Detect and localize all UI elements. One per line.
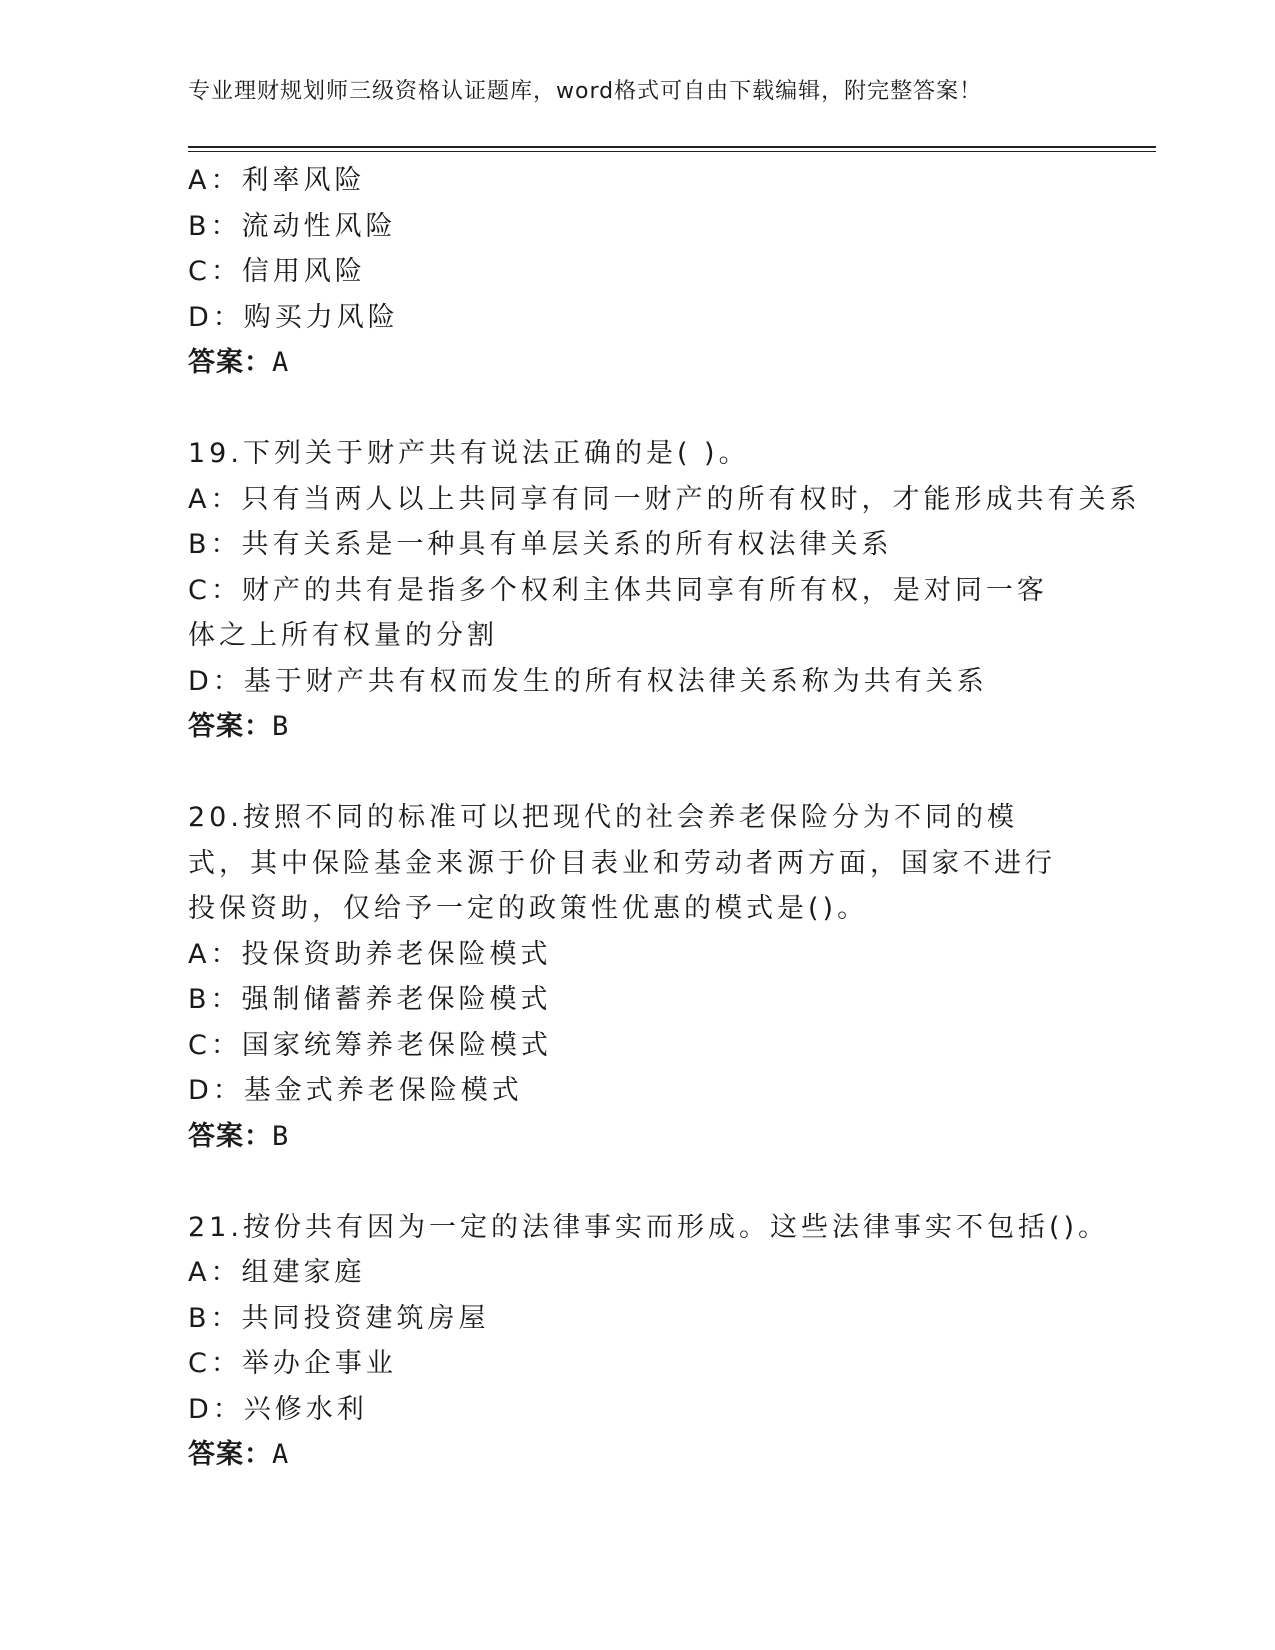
option-a: A：投保资助养老保险模式: [188, 938, 552, 970]
question-block-18: [188, 158, 1088, 386]
option-a: A：组建家庭: [188, 1257, 366, 1288]
answer-line: [188, 340, 1088, 386]
option-d: D：购买力风险: [188, 301, 399, 333]
question-list: [188, 158, 1141, 1478]
question-block-19: [188, 431, 1141, 750]
header-divider-thin: [188, 151, 1156, 152]
option-c: C：财产的共有是指多个权利主体共同享有所有权，是对同一客体之上所有权量的分割: [188, 574, 1048, 651]
answer-value: A: [272, 1439, 290, 1470]
answer-line: [188, 1432, 1088, 1478]
answer-value: B: [272, 1120, 290, 1152]
option-d: D：兴修水利: [188, 1393, 368, 1425]
option-d: D：基金式养老保险模式: [188, 1075, 523, 1106]
question-text: 20.按照不同的标准可以把现代的社会养老保险分为不同的模式，其中保险基金来源于价目表业和劳动者两方面，国家不进行投保资助，仅给予一定的政策性优惠的模式是()。: [188, 802, 1056, 924]
option-c: C：举办企事业: [188, 1348, 397, 1379]
page-header: 专业理财规划师三级资格认证题库，word格式可自由下载编辑，附完整答案！: [188, 79, 983, 104]
question-text: 21.按份共有因为一定的法律事实而形成。这些法律事实不包括()。: [188, 1211, 1110, 1243]
option-d: D：基于财产共有权而发生的所有权法律关系称为共有关系: [188, 665, 988, 697]
question-block-20: [188, 795, 1088, 1159]
option-a: A：只有当两人以上共同享有同一财产的所有权时，才能形成共有关系: [188, 483, 1141, 515]
option-b: B：流动性风险: [188, 210, 397, 242]
option-b: B：共有关系是一种具有单层关系的所有权法律关系: [188, 529, 893, 560]
answer-label: 答案：: [188, 1439, 272, 1470]
answer-line: [188, 704, 1088, 750]
question-text: 19.下列关于财产共有说法正确的是( )。: [188, 438, 750, 469]
answer-value: B: [272, 711, 290, 742]
option-c: C：信用风险: [188, 256, 366, 287]
option-c: C：国家统筹养老保险模式: [188, 1029, 552, 1061]
header-divider: [188, 146, 1156, 148]
option-a: A：利率风险: [188, 165, 366, 196]
question-block-21: [188, 1205, 1110, 1478]
answer-label: 答案：: [188, 1120, 272, 1152]
answer-label: 答案：: [188, 711, 272, 742]
option-b: B：强制储蓄养老保险模式: [188, 984, 552, 1015]
answer-value: A: [272, 347, 290, 378]
answer-label: 答案：: [188, 347, 272, 378]
option-b: B：共同投资建筑房屋: [188, 1302, 490, 1334]
answer-line: [188, 1114, 1088, 1160]
